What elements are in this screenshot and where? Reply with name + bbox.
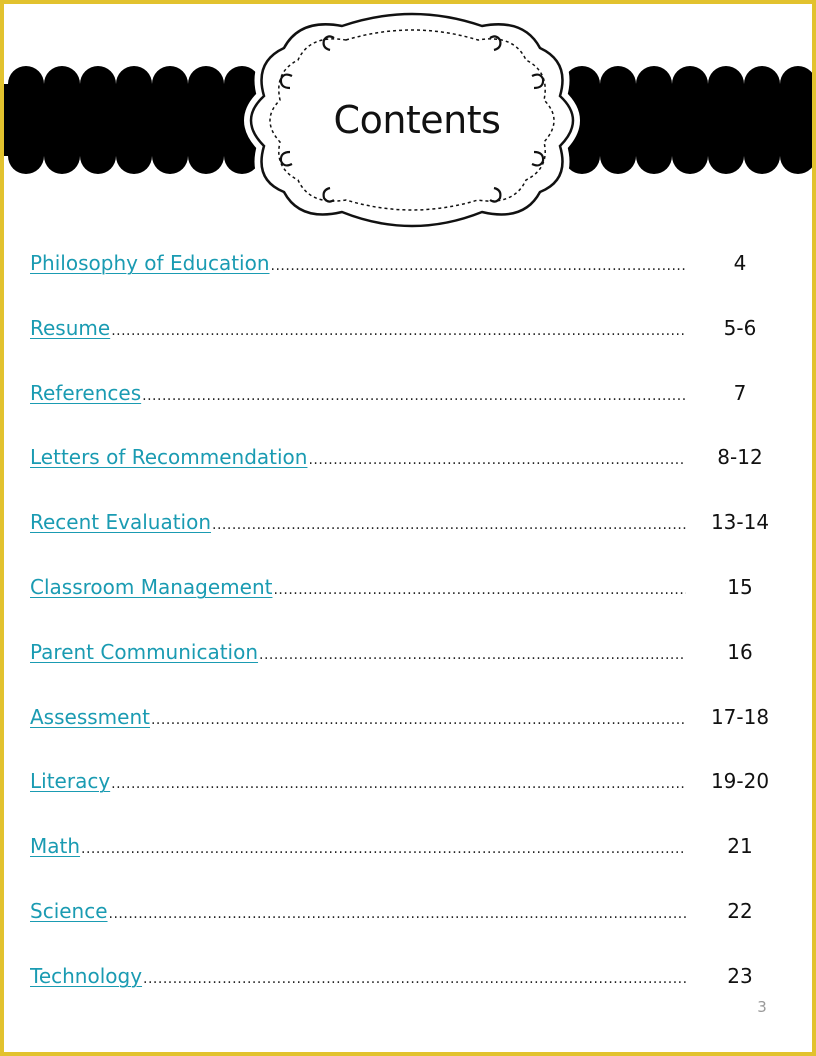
dot-leader: [108, 900, 686, 928]
toc-page-number: 13-14: [710, 510, 770, 535]
toc-entry: [30, 824, 790, 889]
toc-link[interactable]: Assessment: [30, 704, 150, 729]
dot-leader: [141, 382, 686, 410]
toc-page-number: 19-20: [710, 769, 770, 794]
toc-link[interactable]: Literacy: [30, 769, 111, 794]
table-of-contents: [30, 241, 790, 1019]
toc-entry: [30, 565, 790, 630]
toc-link[interactable]: Classroom Management: [30, 574, 273, 599]
toc-page-number: 8-12: [717, 445, 763, 470]
toc-entry: [30, 371, 790, 436]
page-title: Contents: [333, 98, 501, 142]
dot-leader: [110, 317, 686, 345]
toc-entry: [30, 954, 790, 1019]
toc-page-number: 7: [733, 380, 747, 405]
dot-leader: [150, 706, 686, 734]
toc-page-number: 15: [727, 574, 753, 599]
toc-entry: [30, 306, 790, 371]
toc-entry: [30, 759, 790, 824]
toc-entry: [30, 889, 790, 954]
toc-link[interactable]: Science: [30, 898, 108, 923]
toc-entry: [30, 435, 790, 500]
toc-page-number: 16: [727, 639, 753, 664]
dot-leader: [142, 965, 686, 993]
toc-link[interactable]: Letters of Recommendation: [30, 445, 308, 470]
toc-link[interactable]: Philosophy of Education: [30, 251, 270, 275]
dot-leader: [270, 252, 686, 280]
toc-page-number: 5-6: [723, 315, 757, 340]
toc-link[interactable]: References: [30, 380, 142, 405]
toc-page-number: 4: [733, 251, 747, 275]
toc-entry: [30, 500, 790, 565]
toc-link[interactable]: Technology: [30, 963, 143, 988]
toc-entry: [30, 695, 790, 760]
toc-link[interactable]: Math: [30, 834, 81, 859]
toc-page-number: 21: [727, 834, 753, 859]
toc-link[interactable]: Parent Communication: [30, 639, 259, 664]
dot-leader: [258, 641, 686, 669]
toc-page-number: 23: [727, 963, 753, 988]
dot-leader: [272, 576, 686, 604]
toc-page-number: 22: [727, 898, 753, 923]
toc-link[interactable]: Resume: [30, 315, 111, 340]
toc-entry: [30, 241, 790, 306]
toc-entry: [30, 630, 790, 695]
footer-page-number: 3: [757, 998, 767, 1016]
toc-link[interactable]: Recent Evaluation: [30, 510, 212, 535]
toc-page-number: 17-18: [710, 704, 770, 729]
dot-leader: [80, 835, 686, 863]
dot-leader: [211, 511, 686, 539]
dot-leader: [307, 446, 686, 474]
dot-leader: [110, 770, 686, 798]
